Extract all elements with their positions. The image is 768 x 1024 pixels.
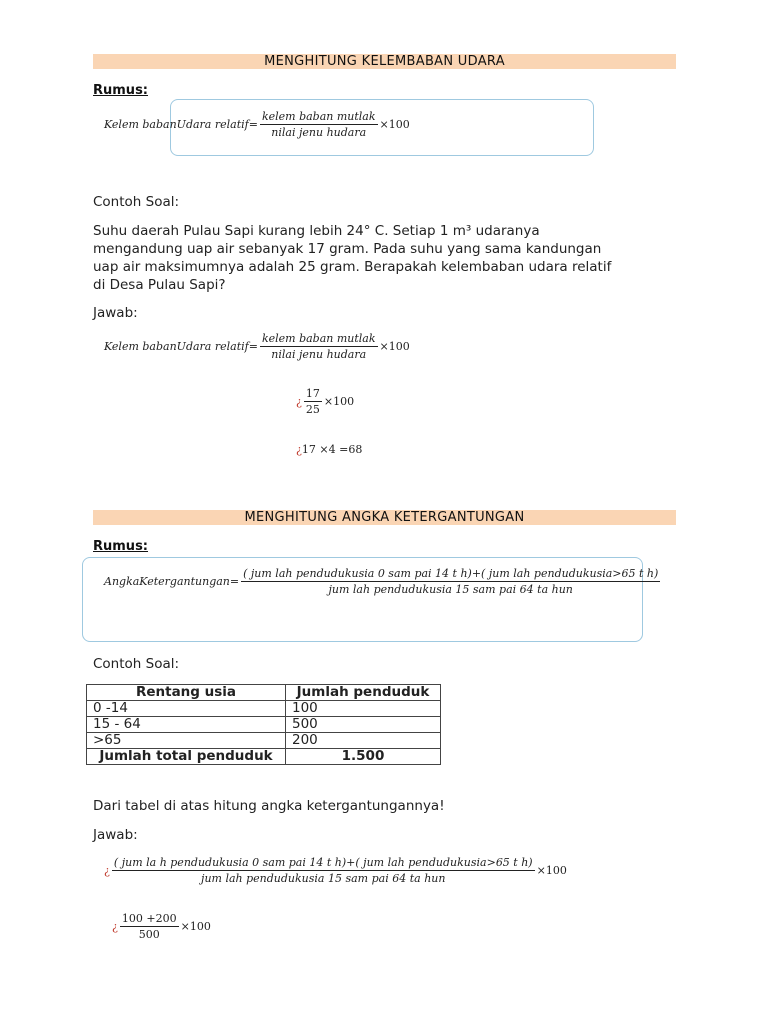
step-fraction <box>304 387 322 416</box>
formula-fraction <box>241 567 660 596</box>
table-cell: >65 <box>87 733 286 749</box>
table-cell: 500 <box>286 717 441 733</box>
dependency-answer-formula <box>104 856 567 885</box>
step-numerator: 100 +200 <box>121 912 177 925</box>
formula-denominator: jum lah pendudukusia 15 sam pai 64 ta hun <box>328 583 573 596</box>
population-table <box>86 684 441 765</box>
rumus-label: Rumus: <box>93 539 149 554</box>
formula-eq: = <box>229 575 240 588</box>
section-banner-ketergantungan: MENGHITUNG ANGKA KETERGANTUNGAN <box>93 510 676 525</box>
contoh-soal-label: Contoh Soal: <box>93 194 180 210</box>
dependency-answer-step <box>112 912 211 941</box>
step-mark: ¿ <box>296 443 302 456</box>
formula-lhs: Kelem babanUdara relatif <box>104 118 249 131</box>
formula-fraction <box>260 332 378 361</box>
step-denominator: 500 <box>138 928 160 941</box>
step-mark: ¿ <box>104 864 110 877</box>
step-denominator: 25 <box>305 403 320 416</box>
section-banner-kelembaban: MENGHITUNG KELEMBABAN UDARA <box>93 54 676 69</box>
formula-eq: = <box>248 118 258 131</box>
table-cell: 200 <box>286 733 441 749</box>
answer-step-1 <box>296 387 354 416</box>
table-total-value: 1.500 <box>286 749 441 765</box>
table-total-row <box>87 749 441 765</box>
answer-formula <box>104 332 410 361</box>
formula-eq: = <box>248 340 258 353</box>
humidity-formula <box>104 110 410 139</box>
problem-text: Suhu daerah Pulau Sapi kurang lebih 24° C. Setiap 1 m³ udaranya mengandung uap air sebanyak 17 gram. Pada suhu yang sama kandungan uap air maksimumnya adalah 25 gram. Berapakah kelembaban udara relatif di Desa Pulau Sapi? <box>93 223 612 293</box>
jawab-label: Jawab: <box>93 827 138 843</box>
formula-lhs: AngkaKetergantungan <box>104 575 230 588</box>
dependency-formula <box>104 567 662 596</box>
step-expression: 17 ×4 =68 <box>301 443 363 456</box>
step-mark: ¿ <box>112 920 118 933</box>
step-mark: ¿ <box>296 395 302 408</box>
table-cell: 15 - 64 <box>87 717 286 733</box>
table-header-row <box>87 685 441 701</box>
formula-numerator: kelem baban mutlak <box>261 332 376 345</box>
formula-numerator: ( jum la h pendudukusia 0 sam pai 14 t h)+( jum lah pendudukusia>65 t h) <box>113 856 533 869</box>
table-total-label: Jumlah total penduduk <box>87 749 286 765</box>
jawab-label: Jawab: <box>93 305 138 321</box>
formula-tail: ×100 <box>379 118 410 131</box>
formula-tail: ×100 <box>536 864 567 877</box>
table-header-cell: Rentang usia <box>87 685 286 701</box>
table-row <box>87 717 441 733</box>
formula-fraction <box>112 856 535 885</box>
formula-denominator: jum lah pendudukusia 15 sam pai 64 ta hun <box>201 872 446 885</box>
formula-numerator: kelem baban mutlak <box>261 110 376 123</box>
step-fraction <box>120 912 179 941</box>
answer-step-2 <box>296 443 362 456</box>
rumus-label: Rumus: <box>93 83 149 98</box>
formula-tail: ×100 <box>379 340 410 353</box>
table-cell: 100 <box>286 701 441 717</box>
contoh-soal-label: Contoh Soal: <box>93 656 180 672</box>
table-row <box>87 733 441 749</box>
question-text: Dari tabel di atas hitung angka ketergantungannya! <box>93 798 445 814</box>
step-numerator: 17 <box>305 387 320 400</box>
table-cell: 0 -14 <box>87 701 286 717</box>
formula-denominator: nilai jenu hudara <box>271 348 367 361</box>
step-tail: ×100 <box>323 395 355 408</box>
formula-denominator: nilai jenu hudara <box>271 126 367 139</box>
formula-numerator: ( jum lah pendudukusia 0 sam pai 14 t h)+( jum lah pendudukusia>65 t h) <box>243 567 659 580</box>
table-row <box>87 701 441 717</box>
table-header-cell: Jumlah penduduk <box>286 685 441 701</box>
step-tail: ×100 <box>180 920 211 933</box>
formula-fraction <box>260 110 378 139</box>
formula-lhs: Kelem babanUdara relatif <box>104 340 249 353</box>
